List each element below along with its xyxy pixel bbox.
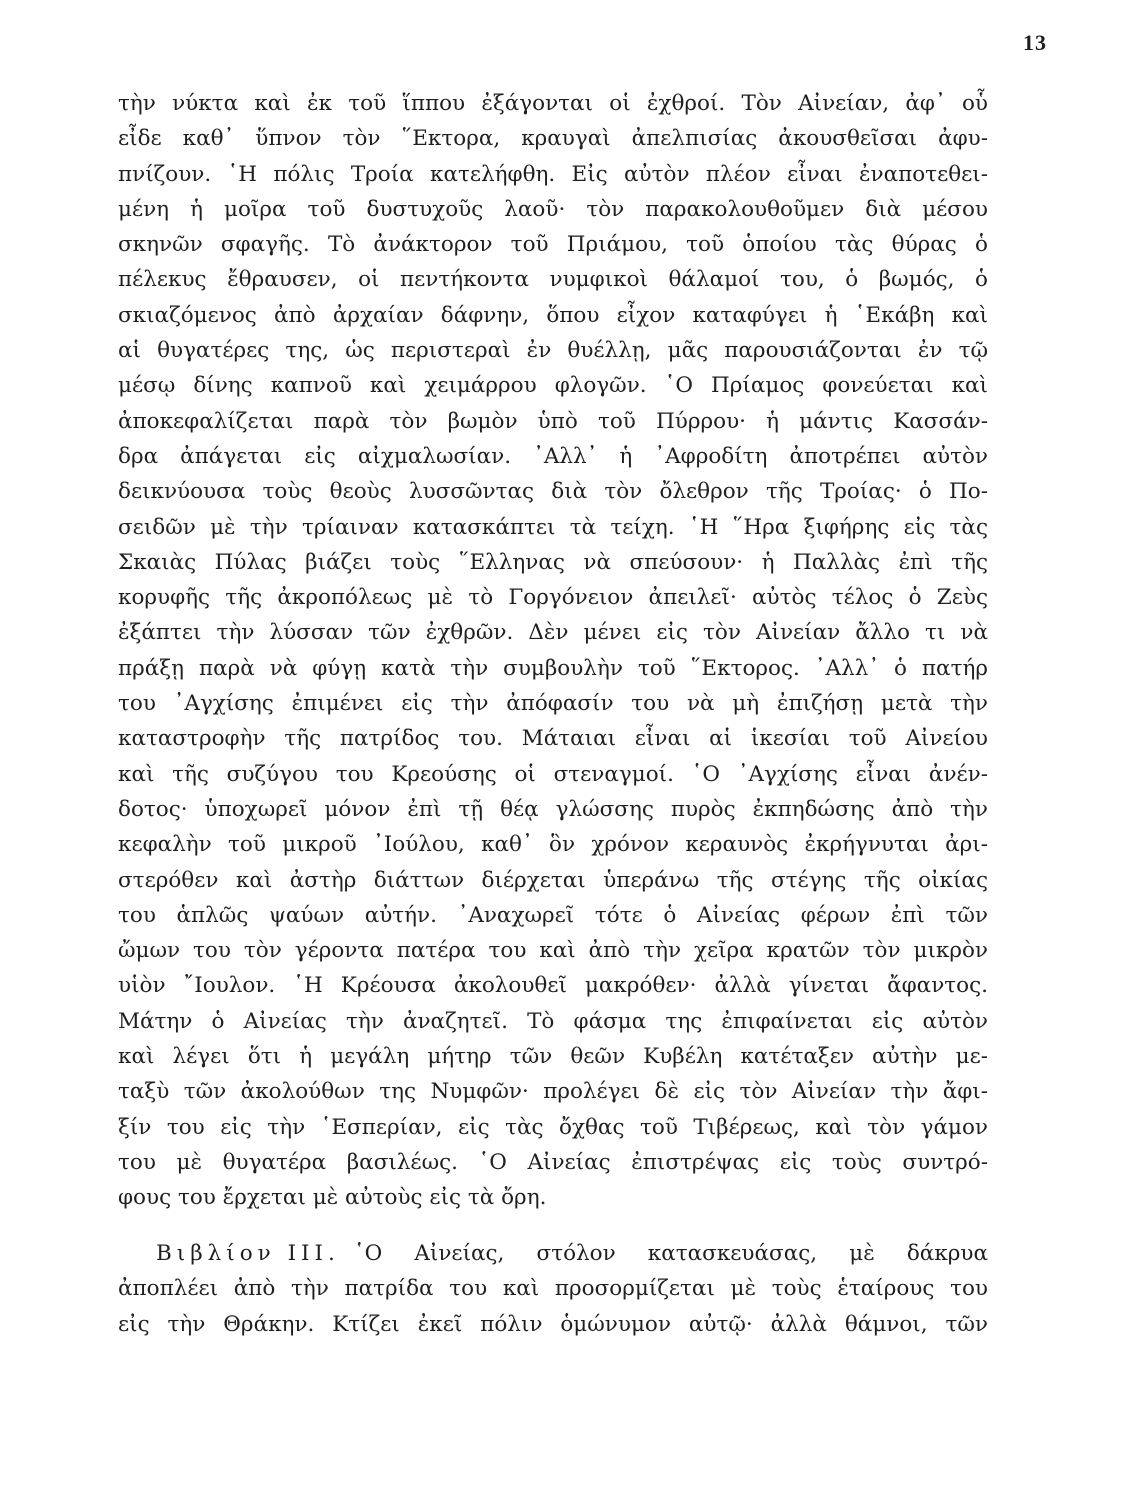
- paragraph-2-line-2: εἰς τὴν Θράκην. Κτίζει ἐκεῖ πόλιν ὁμώνυμον αὐτῷ· ἀλλὰ θάμνοι, τῶν: [118, 1311, 988, 1337]
- book-heading: Βιβλίον ΙΙΙ.: [156, 1241, 340, 1266]
- paragraph-1-line: Σκαιὰς Πύλας βιάζει τοὺς ῞Ελληνας νὰ σπεύσουν· ἡ Παλλὰς ἐπὶ τῆς: [118, 549, 988, 575]
- paragraph-1-line: ἐξάπτει τὴν λύσσαν τῶν ἐχθρῶν. Δὲν μένει εἰς τὸν Αἰνείαν ἄλλο τι νὰ: [118, 620, 988, 646]
- paragraph-1-line: πνίζουν. ῾Η πόλις Τροία κατελήφθη. Εἰς αὐτὸν πλέον εἶναι ἐναποτεθει-: [118, 161, 988, 187]
- paragraph-1: [118, 86, 988, 1216]
- paragraph-1-line: σειδῶν μὲ τὴν τρίαιναν κατασκάπτει τὰ τείχη. ῾Η ῞Ηρα ξιφήρης εἰς τὰς: [118, 514, 988, 540]
- paragraph-1-line: δοτος· ὑποχωρεῖ μόνον ἐπὶ τῇ θέᾳ γλώσσης πυρὸς ἐκπηδώσης ἀπὸ τὴν: [118, 796, 988, 822]
- paragraph-1-line: στερόθεν καὶ ἀστὴρ διάττων διέρχεται ὑπεράνω τῆς στέγης τῆς οἰκίας: [118, 867, 988, 893]
- paragraph-1-line: δρα ἀπάγεται εἰς αἰχμαλωσίαν. ᾽Αλλ᾽ ἡ ᾽Αφροδίτη ἀποτρέπει αὐτὸν: [118, 443, 988, 469]
- paragraph-2-line-1: ἀποπλέει ἀπὸ τὴν πατρίδα του καὶ προσορμίζεται μὲ τοὺς ἑταίρους του: [118, 1276, 988, 1302]
- paragraph-1-line: Μάτην ὁ Αἰνείας τὴν ἀναζητεῖ. Τὸ φάσμα της ἐπιφαίνεται εἰς αὐτὸν: [118, 1008, 988, 1034]
- paragraph-1-line: κεφαλὴν τοῦ μικροῦ ᾽Ιούλου, καθ᾽ ὃν χρόνον κεραυνὸς ἐκρήγνυται ἀρι-: [118, 832, 988, 858]
- paragraph-1-line: καὶ λέγει ὅτι ἡ μεγάλη μήτηρ τῶν θεῶν Κυβέλη κατέταξεν αὐτὴν με-: [118, 1044, 988, 1070]
- paragraph-1-line: σκηνῶν σφαγῆς. Τὸ ἀνάκτορον τοῦ Πριάμου, τοῦ ὁποίου τὰς θύρας ὁ: [118, 232, 988, 258]
- paragraph-1-line: ὤμων του τὸν γέροντα πατέρα του καὶ ἀπὸ τὴν χεῖρα κρατῶν τὸν μικρὸν: [118, 938, 988, 964]
- paragraph-1-line: ξίν του εἰς τὴν ῾Εσπερίαν, εἰς τὰς ὄχθας τοῦ Τιβέρεως, καὶ τὸν γάμον: [118, 1114, 988, 1140]
- paragraph-2-first-line: [118, 1236, 988, 1271]
- paragraph-1-line: ταξὺ τῶν ἀκολούθων της Νυμφῶν· προλέγει δὲ εἰς τὸν Αἰνείαν τὴν ἄφι-: [118, 1079, 988, 1105]
- paragraph-1-line: δεικνύουσα τοὺς θεοὺς λυσσῶντας διὰ τὸν ὄλεθρον τῆς Τροίας· ὁ Πο-: [118, 479, 988, 505]
- paragraph-1-line: εἶδε καθ᾽ ὕπνον τὸν ῞Εκτορα, κραυγαὶ ἀπελπισίας ἀκουσθεῖσαι ἀφυ-: [118, 126, 988, 152]
- paragraph-1-line: μέσῳ δίνης καπνοῦ καὶ χειμάρρου φλογῶν. ῾Ο Πρίαμος φονεύεται καὶ: [118, 373, 988, 399]
- paragraph-1-line: του ᾽Αγχίσης ἐπιμένει εἰς τὴν ἀπόφασίν του νὰ μὴ ἐπιζήσῃ μετὰ τὴν: [118, 691, 988, 717]
- paragraph-1-line: καταστροφὴν τῆς πατρίδος του. Μάταιαι εἶναι αἱ ἱκεσίαι τοῦ Αἰνείου: [118, 726, 988, 752]
- paragraph-1-line: κορυφῆς τῆς ἀκροπόλεως μὲ τὸ Γοργόνειον ἀπειλεῖ· αὐτὸς τέλος ὁ Ζεὺς: [118, 585, 988, 611]
- paragraph-1-line: σκιαζόμενος ἀπὸ ἀρχαίαν δάφνην, ὅπου εἶχον καταφύγει ἡ ῾Εκάβη καὶ: [118, 302, 988, 328]
- paragraph-1-line: του ἁπλῶς ψαύων αὐτήν. ᾽Αναχωρεῖ τότε ὁ Αἰνείας φέρων ἐπὶ τῶν: [118, 902, 988, 928]
- paragraph-1-line: πράξῃ παρὰ νὰ φύγῃ κατὰ τὴν συμβουλὴν τοῦ ῞Εκτορος. ᾽Αλλ᾽ ὁ πατήρ: [118, 655, 988, 681]
- paragraph-1-line: αἱ θυγατέρες της, ὡς περιστεραὶ ἐν θυέλλῃ, μᾶς παρουσιάζονται ἐν τῷ: [118, 338, 988, 364]
- page-number: 13: [1023, 30, 1047, 55]
- paragraph-1-line: φους του ἔρχεται μὲ αὐτοὺς εἰς τὰ ὄρη.: [118, 1185, 547, 1211]
- paragraph-1-line: πέλεκυς ἔθραυσεν, οἱ πεντήκοντα νυμφικοὶ θάλαμοί του, ὁ βωμός, ὁ: [118, 267, 988, 293]
- paragraph-1-line: υἱὸν ῎Ιουλον. ῾Η Κρέουσα ἀκολουθεῖ μακρόθεν· ἀλλὰ γίνεται ἄφαντος.: [118, 973, 988, 999]
- paragraph-2: [118, 1236, 988, 1342]
- paragraph-1-line: τὴν νύκτα καὶ ἐκ τοῦ ἵππου ἐξάγονται οἱ ἐχθροί. Τὸν Αἰνείαν, ἀφ᾽ οὗ: [118, 91, 988, 116]
- paragraph-1-line: ἀποκεφαλίζεται παρὰ τὸν βωμὸν ὑπὸ τοῦ Πύρρου· ἡ μάντις Κασσάν-: [118, 408, 988, 434]
- paragraph-1-line: μένη ἡ μοῖρα τοῦ δυστυχοῦς λαοῦ· τὸν παρακολουθοῦμεν διὰ μέσου: [118, 196, 988, 222]
- paragraph-1-line: του μὲ θυγατέρα βασιλέως. ῾Ο Αἰνείας ἐπιστρέψας εἰς τοὺς συντρό-: [118, 1149, 988, 1175]
- paragraph-1-line: καὶ τῆς συζύγου του Κρεούσης οἱ στεναγμοί. ῾Ο ᾽Αγχίσης εἶναι ἀνέν-: [118, 761, 988, 787]
- paragraph-2-line-0: ῾Ο Αἰνείας, στόλον κατασκευάσας, μὲ δάκρυα: [353, 1241, 988, 1266]
